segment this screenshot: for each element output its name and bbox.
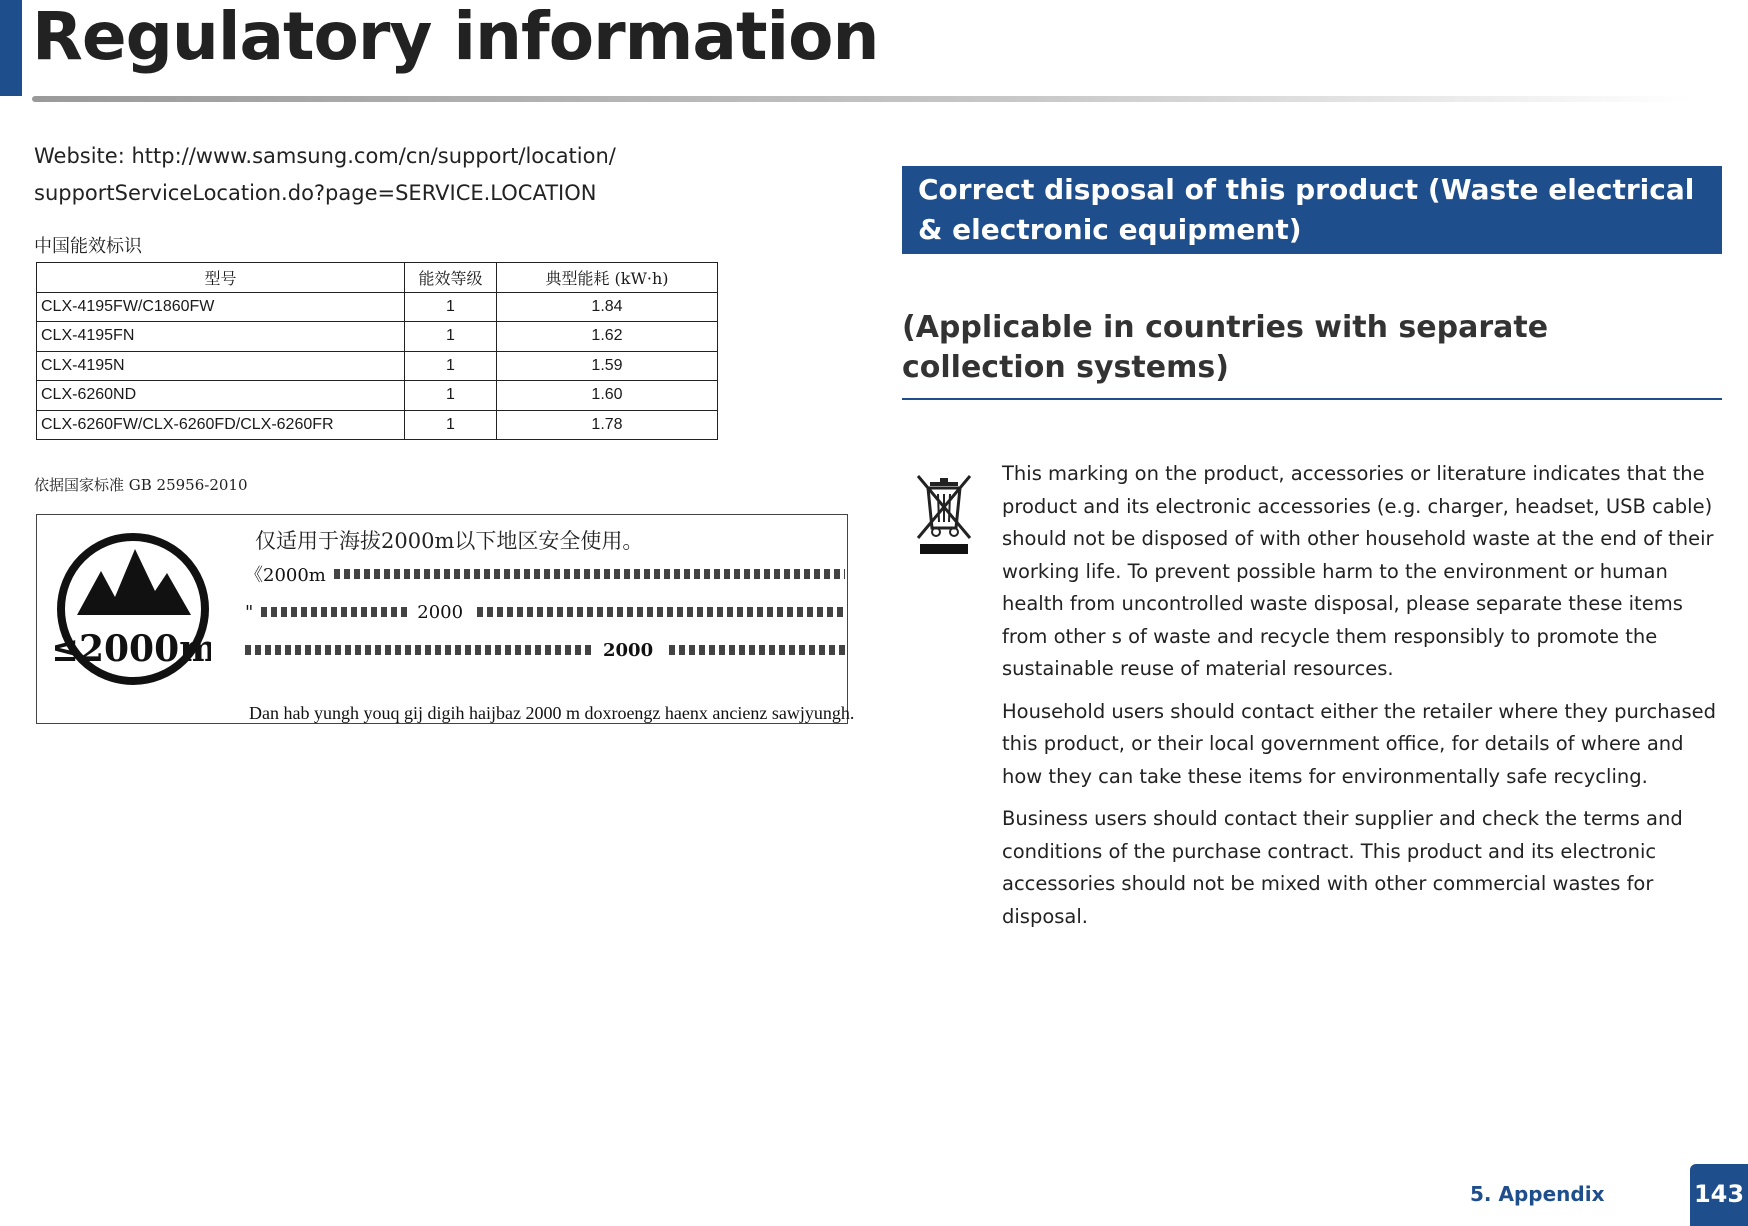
uyghur-script-line — [245, 631, 845, 669]
table-row — [37, 351, 718, 381]
model-cell: CLX-4195N — [37, 351, 405, 381]
altitude-warning-box — [36, 514, 855, 724]
table-row — [37, 322, 718, 352]
consumption-cell: 1.60 — [497, 381, 718, 411]
consumption-cell: 1.62 — [497, 322, 718, 352]
tibetan-script-glyphs-a — [261, 607, 411, 617]
column-header-model: 型号 — [37, 263, 405, 293]
column-header-grade: 能效等级 — [405, 263, 497, 293]
altitude-chinese-text: 仅适用于海拔2000m以下地区安全使用。 — [255, 529, 644, 553]
altitude-icon-label: ≤2000m — [55, 628, 211, 670]
website-info — [34, 138, 674, 212]
grade-cell: 1 — [405, 292, 497, 322]
header-accent-bar — [0, 0, 22, 96]
uyghur-script-glyphs-a — [245, 645, 595, 655]
mongolian-script-line — [245, 555, 845, 593]
consumption-cell: 1.59 — [497, 351, 718, 381]
model-cell: CLX-4195FW/C1860FW — [37, 292, 405, 322]
table-row — [37, 292, 718, 322]
model-cell: CLX-6260ND — [37, 381, 405, 411]
subheading-divider — [902, 398, 1722, 400]
consumption-cell: 1.78 — [497, 410, 718, 440]
footer-section-label: 5. Appendix — [1470, 1182, 1605, 1206]
website-line-2[interactable]: supportServiceLocation.do?page=SERVICE.LOCATION — [34, 181, 597, 205]
section-subheading: (Applicable in countries with separate collection systems) — [902, 310, 1549, 385]
grade-cell: 1 — [405, 322, 497, 352]
section-header: Correct disposal of this product (Waste electrical & electronic equipment) — [902, 166, 1722, 254]
altitude-text-lines — [245, 525, 855, 723]
title-divider — [32, 96, 1692, 102]
tibetan-number: 2000 — [417, 601, 464, 623]
model-cell: CLX-4195FN — [37, 322, 405, 352]
website-line-1[interactable]: Website: http://www.samsung.com/cn/support/location/ — [34, 144, 616, 168]
altitude-zhuang-text: Dan hab yungh youq gij digih haijbaz 2000 m doxroengz haenx ancienz sawjyungh. — [249, 703, 855, 723]
altitude-mountain-icon — [55, 531, 211, 692]
energy-efficiency-table — [36, 262, 718, 440]
model-cell: CLX-6260FW/CLX-6260FD/CLX-6260FR — [37, 410, 405, 440]
tibetan-script-glyphs-b — [477, 607, 845, 617]
column-header-consumption: 典型能耗 (kW·h) — [497, 263, 718, 293]
mongolian-prefix: 《2000m — [245, 565, 326, 586]
disposal-paragraph-1: This marking on the product, accessories or literature indicates that the product and its electronic accessories (e.g. charger, headset, USB cable) should not be disposed of with other household waste at the end of their working life. To prevent possible harm to the environment or human health from uncontrolled waste disposal, please separate these items from other s of waste and recycle them responsibly to promote the sustainable reuse of material resources. — [1002, 462, 1714, 680]
mongolian-script-glyphs — [334, 569, 845, 579]
gb-standard-note: 依据国家标准 GB 25956-2010 — [34, 476, 248, 494]
grade-cell: 1 — [405, 410, 497, 440]
grade-cell: 1 — [405, 351, 497, 381]
table-header-row — [37, 263, 718, 293]
uyghur-script-glyphs-b — [669, 645, 845, 655]
tibetan-prefix: " — [245, 601, 254, 623]
tibetan-script-line — [245, 593, 845, 631]
disposal-paragraph-3: Business users should contact their supplier and check the terms and conditions of the purchase contract. This product and its electronic accessories should not be mixed with other commercial wastes for disposal. — [1002, 807, 1683, 928]
disposal-body-text — [1002, 458, 1720, 943]
page-number: 143 — [1690, 1164, 1748, 1226]
weee-crossed-bin-icon — [912, 472, 976, 563]
table-row — [37, 410, 718, 440]
energy-label-title: 中国能效标识 — [34, 236, 142, 257]
grade-cell: 1 — [405, 381, 497, 411]
uyghur-number: 2000 — [603, 639, 654, 661]
consumption-cell: 1.84 — [497, 292, 718, 322]
disposal-paragraph-2: Household users should contact either the retailer where they purchased this product, or their local government office, for details of where and how they can take these items for environmentally safe recycling. — [1002, 699, 1717, 788]
table-row — [37, 381, 718, 411]
page-title: Regulatory information — [32, 0, 879, 75]
